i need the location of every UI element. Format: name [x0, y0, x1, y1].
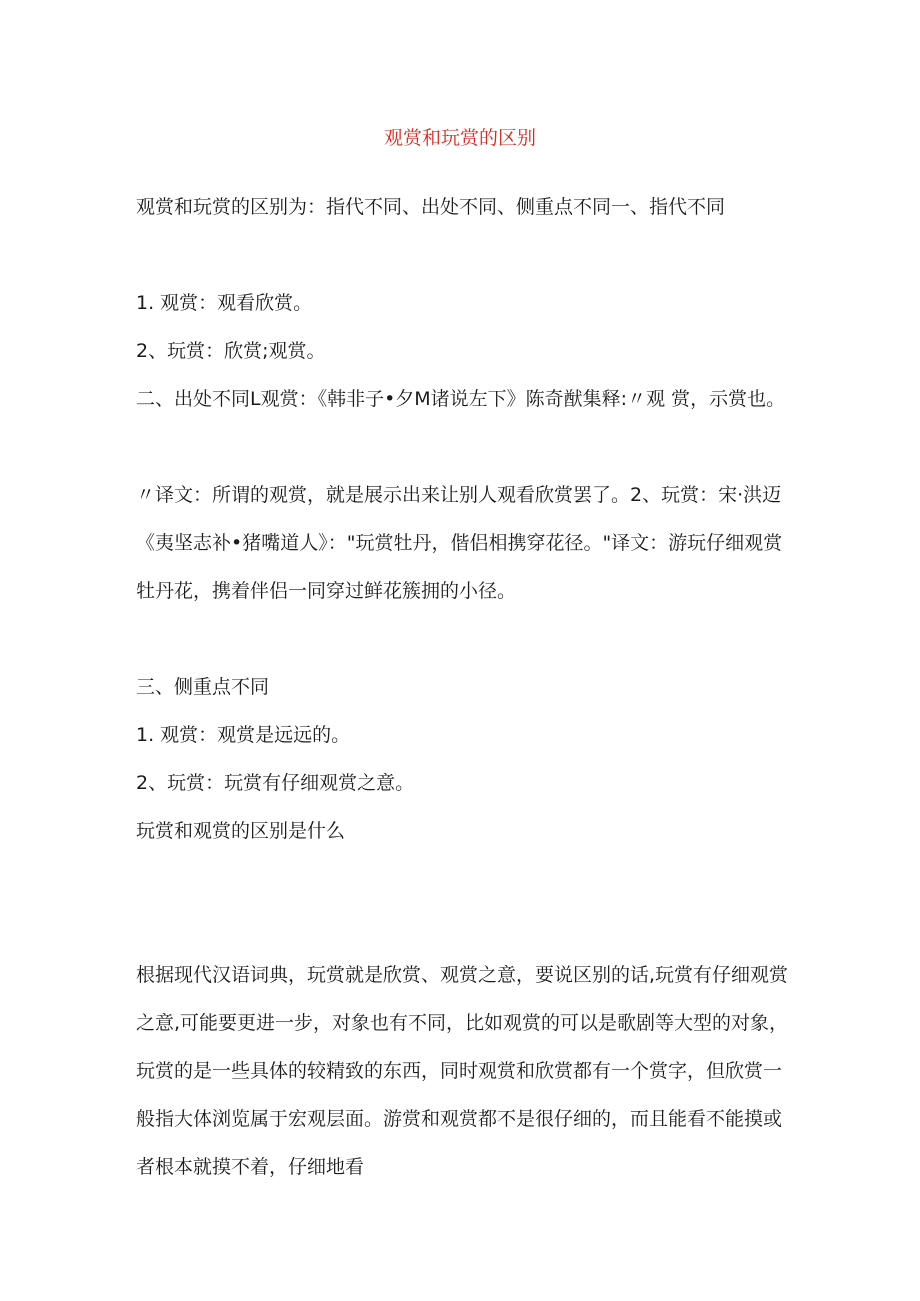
paragraph-translation: 〃译文：所谓的观赏，就是展示出来让别人观看欣赏罢了。2、玩赏：宋·洪迈《夷坚志补•猪嘴道人》："玩赏牡丹，偕侣相携穿花径。"译文：游玩仔细观赏牡丹花，携着伴侣一同穿过鲜花簇拥的小径。 — [136, 484, 783, 602]
paragraph-wanshang-def: 2、玩赏：欣赏;观赏。 — [136, 340, 326, 362]
document-title: 观赏和玩赏的区别 — [383, 127, 536, 149]
paragraph-intro: 观赏和玩赏的区别为：指代不同、出处不同、侧重点不同一、指代不同 — [136, 196, 726, 218]
paragraph-focus-guanshang: 1. 观赏：观赏是远远的。 — [136, 724, 351, 746]
paragraph-focus-wanshang: 2、玩赏：玩赏有仔细观赏之意。 — [136, 772, 415, 794]
paragraph-answer: 根据现代汉语词典，玩赏就是欣赏、观赏之意，要说区别的话,玩赏有仔细观赏之意,可能要更进一步，对象也有不同，比如观赏的可以是歌剧等大型的对象，玩赏的是一些具体的较精致的东西，同时观赏和欣赏都有一个赏字，但欣赏一般指大体浏览属于宏观层面。游赏和观赏都不是很仔细的，而且能看不能摸或者根本就摸不着，仔细地看 — [136, 964, 789, 1178]
paragraph-source-section: 二、出处不同L观赏：《韩非子•夕M诸说左下》陈奇猷集释:〃观 赏，示赏也。 — [136, 388, 786, 410]
paragraph-question: 玩赏和观赏的区别是什么 — [136, 820, 346, 842]
paragraph-guanshang-def: 1. 观赏：观看欣赏。 — [136, 292, 313, 314]
paragraph-focus-heading: 三、侧重点不同 — [136, 676, 270, 698]
